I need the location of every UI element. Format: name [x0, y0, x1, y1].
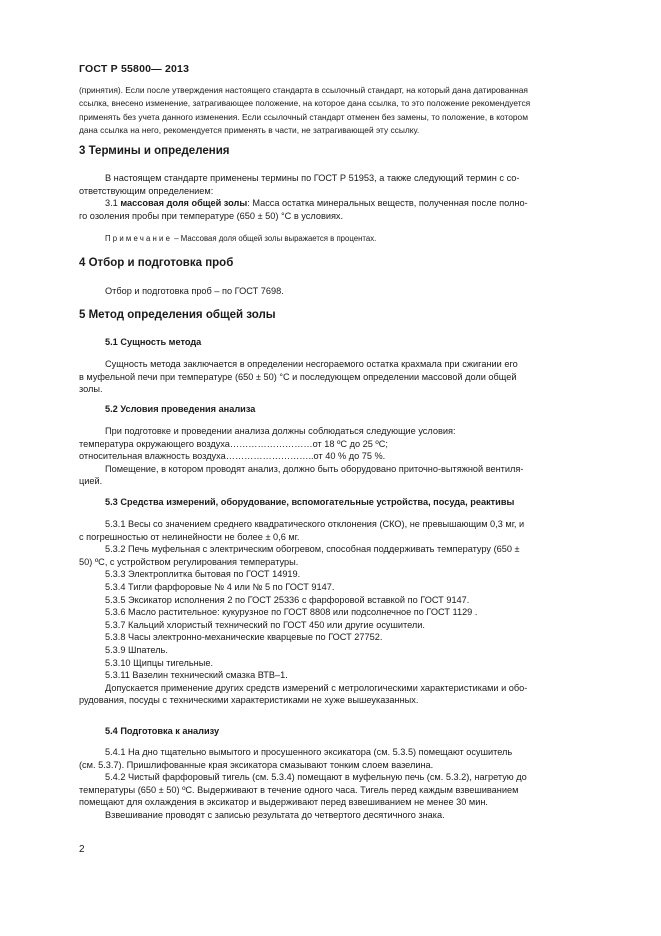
- section-5-heading: 5 Метод определения общей золы: [79, 309, 276, 321]
- term-definition: [79, 197, 614, 210]
- text-line: ответствующим определением:: [79, 185, 214, 196]
- note-text: – Массовая доля общей золы выражается в процентах.: [172, 234, 377, 243]
- text-line: Помещение, в котором проводят анализ, должно быть оборудовано приточно-вытяжной вентиля-: [105, 463, 524, 474]
- text-line: температура окружающего воздуха………………………от 18 ºС до 25 ºС;: [79, 438, 388, 449]
- list-item: 5.3.7 Кальций хлористый технический по ГОСТ 450 или другие осушители.: [105, 619, 425, 630]
- subsection-5-2-heading: 5.2 Условия проведения анализа: [105, 404, 256, 414]
- text-line: Допускается применение других средств измерений с метрологическими характеристиками и обо-: [105, 682, 528, 693]
- list-item: 5.3.10 Щипцы тигельные.: [105, 657, 214, 668]
- subsection-5-4-body: [79, 746, 614, 822]
- term-definition-text: : Масса остатка минеральных веществ, полученная после полно-: [247, 198, 528, 209]
- text-line: 50) ºС, с устройством регулирования температуры.: [79, 556, 299, 567]
- standard-designation: ГОСТ Р 55800— 2013: [79, 63, 190, 75]
- section-4-heading: 4 Отбор и подготовка проб: [79, 257, 234, 269]
- intro-paragraph: [79, 84, 614, 137]
- text-line: (см. 5.3.7). Пришлифованные края эксикатора смазывают тонким слоем вазелина.: [79, 759, 434, 770]
- subsection-5-3-heading: 5.3 Средства измерений, оборудование, вспомогательные устройства, посуда, реактивы: [105, 497, 515, 507]
- text-line: рудования, посуды с техническими характеристиками не хуже вышеуказанных.: [79, 695, 419, 706]
- list-item: 5.4.1 На дно тщательно вымытого и просушенного эксикатора (см. 5.3.5) помещают осушитель: [105, 747, 513, 757]
- term-number: 3.1: [105, 198, 121, 209]
- subsection-5-1-body: [79, 358, 614, 396]
- text-line: го озоления пробы при температуре (650 ± 50) °С в условиях.: [79, 210, 344, 221]
- list-item: 5.3.4 Тигли фарфоровые № 4 или № 5 по ГОСТ 9147.: [105, 581, 335, 592]
- list-item: 5.3.6 Масло растительное: кукурузное по ГОСТ 8808 или подсолнечное по ГОСТ 1129 .: [105, 607, 478, 618]
- list-item: 5.3.1 Весы со значением среднего квадратического отклонения (СКО), не превышающим 0,3 мг, и: [105, 519, 525, 529]
- subsection-5-4-heading: 5.4 Подготовка к анализу: [105, 726, 220, 736]
- text-line: с погрешностью от нелинейности не более ± 0,6 мг.: [79, 531, 300, 542]
- text-line: Отбор и подготовка проб – по ГОСТ 7698.: [105, 286, 284, 296]
- note: [79, 233, 614, 245]
- subsection-5-3-body: [79, 518, 614, 707]
- list-item: 5.3.3 Электроплитка бытовая по ГОСТ 14919.: [105, 569, 301, 580]
- note-label: Примечание: [105, 234, 173, 243]
- list-item: 5.3.2 Печь муфельная с электрическим обогревом, способная поддерживать температуру (650 ±: [105, 544, 520, 555]
- intro-line: применять без учета данного изменения. Если ссылочный стандарт отменен без замены, то положение, в котором: [79, 111, 528, 122]
- section-3-body: [79, 172, 614, 222]
- intro-line: ссылка, внесено изменение, затрагивающее положение, на которое дана ссылка, то это положение рекомендуется: [79, 98, 531, 109]
- list-item: 5.3.8 Часы электронно-механические кварцевые по ГОСТ 27752.: [105, 632, 383, 643]
- text-line: золы.: [79, 384, 103, 395]
- list-item: 5.3.9 Шпатель.: [105, 644, 168, 655]
- list-item: 5.4.2 Чистый фарфоровый тигель (см. 5.3.4) помещают в муфельную печь (см. 5.3.2), нагретую до: [105, 772, 527, 783]
- text-line: относительная влажность воздуха………………………..от 40 % до 75 %.: [79, 451, 386, 462]
- text-line: цией.: [79, 476, 103, 487]
- intro-line: (принятия). Если после утверждения настоящего стандарта в ссылочный стандарт, на который дана датированная: [79, 85, 528, 95]
- subsection-5-1-heading: 5.1 Сущность метода: [105, 337, 202, 347]
- subsection-5-2-body: [79, 425, 614, 488]
- text-line: При подготовке и проведении анализа должны соблюдаться следующие условия:: [105, 426, 456, 436]
- text-line: температуры (650 ± 50) ºС. Выдерживают в течение одного часа. Тигель перед каждым взвешиванием: [79, 784, 519, 795]
- text-line: помещают для охлаждения в эксикатор и выдерживают перед взвешиванием не менее 30 мин.: [79, 797, 488, 808]
- text-line: в муфельной печи при температуре (650 ± 50) °С и последующем определении массовой доли общей: [79, 371, 517, 382]
- section-3-heading: 3 Термины и определения: [79, 145, 230, 157]
- text-line: В настоящем стандарте применены термины по ГОСТ Р 51953, а также следующий термин с со-: [105, 173, 520, 183]
- list-item: 5.3.5 Эксикатор исполнения 2 по ГОСТ 25336 с фарфоровой вставкой по ГОСТ 9147.: [105, 594, 470, 605]
- text-line: Взвешивание проводят с записью результата до четвертого десятичного знака.: [105, 809, 445, 820]
- section-4-body: [79, 285, 614, 298]
- page-number: 2: [79, 844, 85, 855]
- intro-line: дана ссылка на него, рекомендуется применять в части, не затрагивающей эту ссылку.: [79, 124, 420, 135]
- text-line: Сущность метода заключается в определении несгораемого остатка крахмала при сжигании его: [105, 359, 518, 369]
- list-item: 5.3.11 Вазелин технический смазка ВТВ–1.: [105, 670, 288, 681]
- term-name: массовая доля общей золы: [120, 198, 248, 209]
